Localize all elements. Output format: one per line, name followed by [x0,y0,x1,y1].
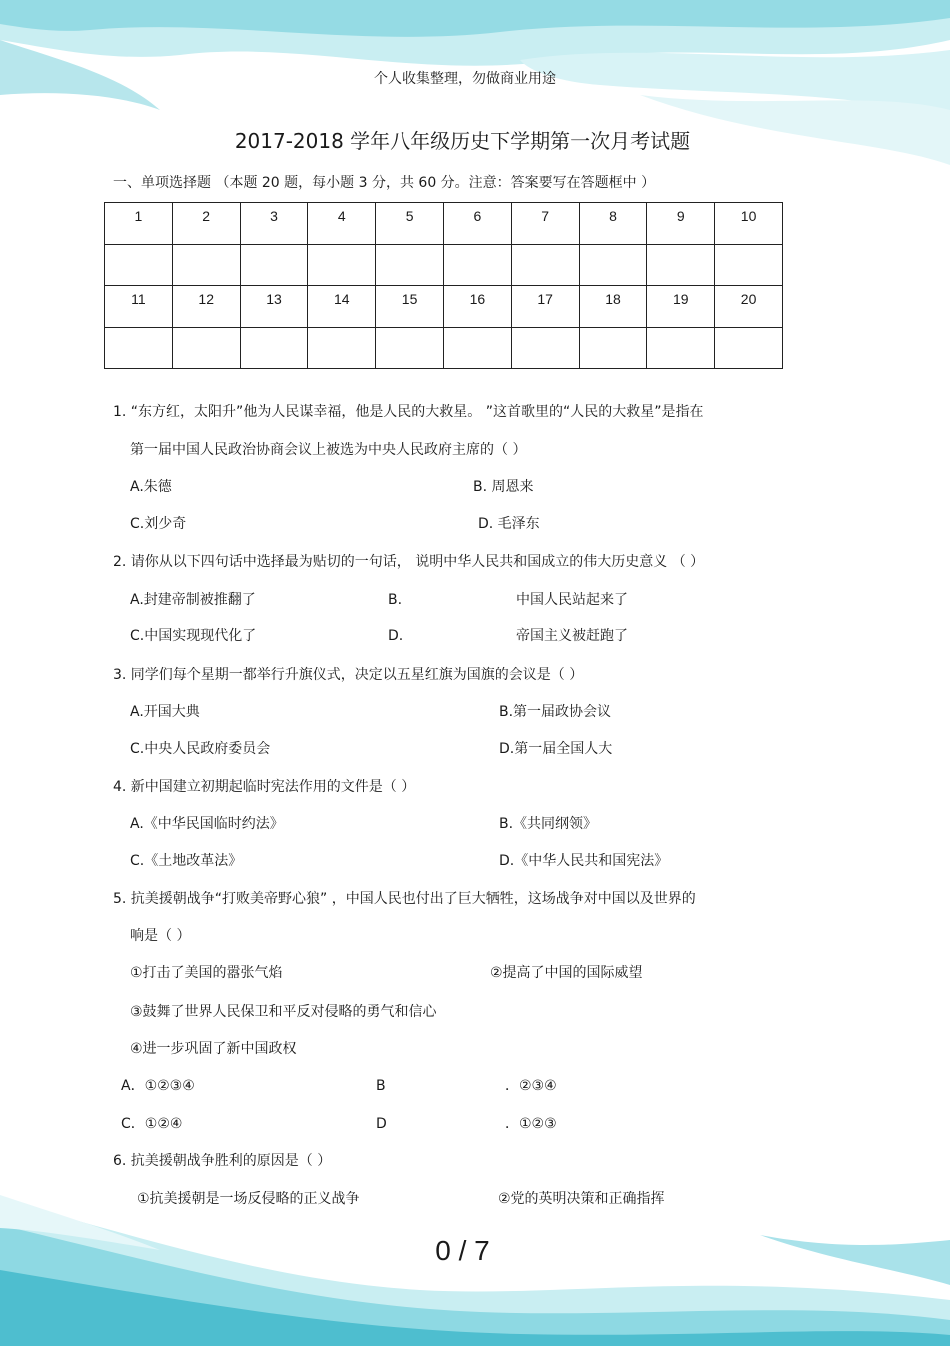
question-1-stem: 1. “东方红，太阳升”他为人民谋幸福，他是人民的大救星。 ”这首歌里的“人民的大救星”是指在 [113,404,704,420]
question-5-item-2: ②提高了中国的国际威望 [490,965,643,981]
answer-number-cell: 16 [443,286,511,328]
answer-number-cell: 1 [105,203,173,245]
answer-number-cell: 14 [308,286,376,328]
question-1-option-c[interactable]: C.刘少奇 [130,516,187,532]
answer-number-cell: 8 [579,203,647,245]
question-1-option-b[interactable]: B. 周恩来 [473,479,534,495]
question-5-option-d-label[interactable]: D [376,1116,387,1132]
answer-blank-cell[interactable] [376,245,444,286]
answer-blank-cell[interactable] [579,245,647,286]
answer-blank-cell[interactable] [105,328,173,369]
question-3-option-a[interactable]: A.开国大典 [130,704,200,720]
question-6-item-1: ①抗美援朝是一场反侵略的正义战争 [137,1191,360,1207]
answer-number-cell: 4 [308,203,376,245]
answer-number-cell: 12 [172,286,240,328]
question-2-option-a[interactable]: A.封建帝制被推翻了 [130,592,256,608]
answer-blank-cell[interactable] [511,245,579,286]
answer-number-cell: 19 [647,286,715,328]
answer-number-cell: 3 [240,203,308,245]
question-2-option-d-label[interactable]: D. [388,628,404,644]
answer-grid-blank-row [105,328,783,369]
question-5-stem: 5. 抗美援朝战争“打败美帝野心狼” ，中国人民也付出了巨大牺牲，这场战争对中国以及世界的 [113,891,696,907]
answer-blank-cell[interactable] [376,328,444,369]
answer-number-cell: 5 [376,203,444,245]
page-title: 2017-2018 学年八年级历史下学期第一次月考试题 [234,129,691,153]
answer-number-cell: 2 [172,203,240,245]
answer-blank-cell[interactable] [172,328,240,369]
section-heading: 一、单项选择题 （本题 20 题，每小题 3 分，共 60 分。注意：答案要写在答题框中 ） [113,175,656,191]
answer-number-cell: 15 [376,286,444,328]
question-5-option-b-label[interactable]: B [376,1078,386,1094]
answer-blank-cell[interactable] [308,245,376,286]
answer-number-cell: 17 [511,286,579,328]
question-1-stem-cont: 第一届中国人民政治协商会议上被选为中央人民政府主席的（ ） [130,442,527,458]
question-5-item-1: ①打击了美国的嚣张气焰 [130,965,283,981]
answer-grid-number-row [105,203,783,245]
question-6-stem: 6. 抗美援朝战争胜利的原因是（ ） [113,1153,332,1169]
answer-blank-cell[interactable] [443,245,511,286]
question-2-option-d-text[interactable]: 帝国主义被赶跑了 [516,628,628,644]
question-3-stem: 3. 同学们每个星期一都举行升旗仪式，决定以五星红旗为国旗的会议是（ ） [113,667,584,683]
question-1-option-a[interactable]: A.朱德 [130,479,172,495]
question-4-option-d[interactable]: D.《中华人民共和国宪法》 [499,853,669,869]
answer-blank-cell[interactable] [443,328,511,369]
answer-grid-number-row [105,286,783,328]
question-5-option-b-text[interactable]: ．②③④ [505,1078,557,1094]
answer-blank-cell[interactable] [511,328,579,369]
answer-number-cell: 13 [240,286,308,328]
question-5-option-c[interactable]: C．①②④ [121,1116,183,1132]
question-2-option-b-text[interactable]: 中国人民站起来了 [516,592,628,608]
answer-number-cell: 6 [443,203,511,245]
question-3-option-b[interactable]: B.第一届政协会议 [499,704,612,720]
question-4-option-a[interactable]: A.《中华民国临时约法》 [130,816,284,832]
question-2-option-b-label[interactable]: B. [388,592,403,608]
answer-number-cell: 11 [105,286,173,328]
question-6-item-2: ②党的英明决策和正确指挥 [498,1191,665,1207]
answer-blank-cell[interactable] [105,245,173,286]
answer-number-cell: 20 [715,286,783,328]
answer-blank-cell[interactable] [240,328,308,369]
answer-blank-cell[interactable] [715,328,783,369]
answer-grid [104,202,783,369]
question-3-option-d[interactable]: D.第一届全国人大 [499,741,613,757]
answer-blank-cell[interactable] [579,328,647,369]
question-5-stem-cont: 响是（ ） [130,928,191,944]
header-note: 个人收集整理，勿做商业用途 [374,71,556,87]
question-5-option-a[interactable]: A．①②③④ [121,1078,195,1094]
question-4-stem: 4. 新中国建立初期起临时宪法作用的文件是（ ） [113,779,416,795]
answer-blank-cell[interactable] [240,245,308,286]
page-number: 0 / 7 [435,1235,490,1266]
answer-blank-cell[interactable] [715,245,783,286]
question-5-item-3: ③鼓舞了世界人民保卫和平反对侵略的勇气和信心 [130,1004,437,1020]
question-4-option-b[interactable]: B.《共同纲领》 [499,816,598,832]
question-4-option-c[interactable]: C.《土地改革法》 [130,853,243,869]
question-5-item-4: ④进一步巩固了新中国政权 [130,1041,297,1057]
answer-number-cell: 7 [511,203,579,245]
answer-blank-cell[interactable] [647,328,715,369]
question-3-option-c[interactable]: C.中央人民政府委员会 [130,741,271,757]
answer-number-cell: 9 [647,203,715,245]
answer-grid-blank-row [105,245,783,286]
answer-blank-cell[interactable] [647,245,715,286]
question-5-option-d-text[interactable]: ．①②③ [505,1116,557,1132]
question-2-stem: 2. 请你从以下四句话中选择最为贴切的一句话， 说明中华人民共和国成立的伟大历史意义 （ ） [113,554,705,570]
question-1-option-d[interactable]: D. 毛泽东 [478,516,540,532]
answer-number-cell: 10 [715,203,783,245]
answer-number-cell: 18 [579,286,647,328]
question-2-option-c[interactable]: C.中国实现现代化了 [130,628,257,644]
answer-blank-cell[interactable] [308,328,376,369]
answer-blank-cell[interactable] [172,245,240,286]
